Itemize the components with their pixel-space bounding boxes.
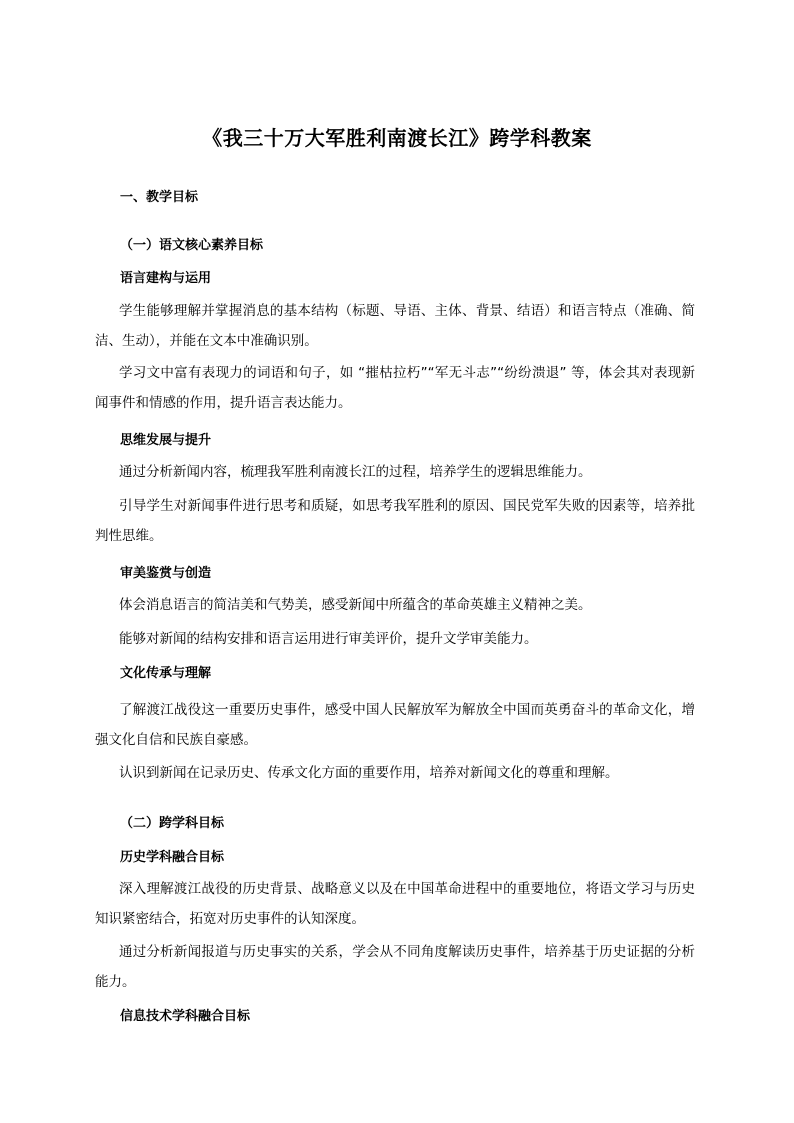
paragraph-culture-2: 认识到新闻在记录历史、传承文化方面的重要作用，培养对新闻文化的尊重和理解。 xyxy=(119,765,619,781)
heading-aesthetic: 审美鉴赏与创造 xyxy=(120,566,212,581)
paragraph-thinking-1: 通过分析新闻内容，梳理我军胜利南渡长江的过程，培养学生的逻辑思维能力。 xyxy=(119,464,592,480)
paragraph-aesthetic-2: 能够对新闻的结构安排和语言运用进行审美评价，提升文学审美能力。 xyxy=(119,631,538,647)
paragraph-language-2: 学习文中富有表现力的词语和句子，如 “摧枯拉朽”“军无斗志”“纷纷溃退” 等，体会其对表现新闻事件和情感的作用，提升语言表达能力。 xyxy=(95,365,695,411)
heading-language: 语言建构与运用 xyxy=(120,271,212,286)
heading-it: 信息技术学科融合目标 xyxy=(120,1009,251,1024)
paragraph-aesthetic-1: 体会消息语言的简洁美和气势美，感受新闻中所蕴含的革命英雄主义精神之美。 xyxy=(119,597,592,613)
document-title: 《我三十万大军胜利南渡长江》跨学科教案 xyxy=(202,126,592,150)
heading-culture: 文化传承与理解 xyxy=(120,666,212,681)
section-heading-goals: 一、教学目标 xyxy=(120,190,199,205)
subsection-heading-chinese-literacy: （一）语文核心素养目标 xyxy=(120,238,264,253)
paragraph-culture-1: 了解渡江战役这一重要历史事件，感受中国人民解放军为解放全中国而英勇奋斗的革命文化，增强文化自信和民族自豪感。 xyxy=(95,702,695,748)
subsection-heading-interdisciplinary: （二）跨学科目标 xyxy=(120,816,225,831)
heading-history: 历史学科融合目标 xyxy=(120,850,225,865)
paragraph-history-2: 通过分析新闻报道与历史事实的关系，学会从不同角度解读历史事件，培养基于历史证据的分析能力。 xyxy=(95,944,695,990)
paragraph-thinking-2: 引导学生对新闻事件进行思考和质疑，如思考我军胜利的原因、国民党军失败的因素等，培养批判性思维。 xyxy=(95,498,695,544)
paragraph-language-1: 学生能够理解并掌握消息的基本结构（标题、导语、主体、背景、结语）和语言特点（准确、简洁、生动），并能在文本中准确识别。 xyxy=(95,303,695,349)
heading-thinking: 思维发展与提升 xyxy=(120,433,212,448)
paragraph-history-1: 深入理解渡江战役的历史背景、战略意义以及在中国革命进程中的重要地位，将语文学习与历史知识紧密结合，拓宽对历史事件的认知深度。 xyxy=(95,881,695,927)
